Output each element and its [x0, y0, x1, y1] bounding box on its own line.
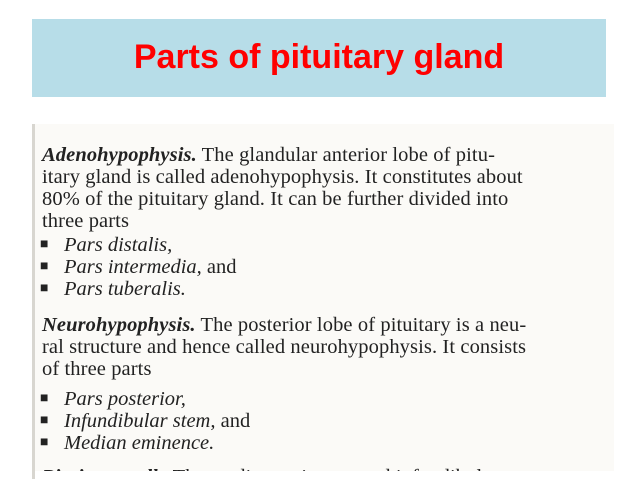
adeno-item-1-name: Pars distalis,	[64, 234, 173, 256]
neuro-line-1-text: The posterior lobe of pituitary is a neu-	[195, 314, 527, 336]
adeno-line-1-text: The glandular anterior lobe of pitu-	[196, 144, 496, 166]
adeno-line-4: three parts	[42, 210, 130, 232]
title-banner	[32, 19, 606, 97]
neuro-line-3: of three parts	[42, 358, 152, 380]
bullet-icon: ■	[40, 391, 49, 406]
adeno-item-3	[64, 278, 186, 300]
bullet-icon: ■	[40, 435, 49, 450]
page-title: Parts of pituitary gland	[133, 38, 505, 76]
neuro-term: Neurohypophysis.	[42, 314, 196, 336]
scanned-text-page	[32, 124, 614, 479]
neuro-item-1-name: Pars posterior,	[64, 388, 186, 410]
neuro-line-2: ral structure and hence called neurohypophysis. It consists	[42, 336, 527, 358]
adeno-item-1	[64, 234, 172, 256]
neuro-item-2-name: Infundibular stem,	[64, 410, 216, 432]
adeno-line-3: 80% of the pituitary gland. It can be further divided into	[42, 188, 509, 210]
bullet-icon: ■	[40, 259, 49, 274]
adeno-item-2	[64, 256, 237, 278]
neuro-item-3-name: Median eminence.	[64, 432, 215, 454]
bullet-icon: ■	[40, 281, 49, 296]
bullet-icon: ■	[40, 237, 49, 252]
neuro-item-3	[64, 432, 214, 454]
adeno-item-3-name: Pars tuberalis.	[64, 278, 186, 300]
neuro-item-2	[64, 410, 250, 432]
neuro-item-1	[64, 388, 186, 410]
adeno-item-2-suffix: and	[201, 256, 237, 278]
neuro-line-1	[42, 314, 526, 336]
scan-bottom-crop	[32, 471, 614, 479]
adeno-item-2-name: Pars intermedia,	[64, 256, 202, 278]
adeno-term: Adenohypophysis.	[42, 144, 197, 166]
adeno-line-1	[42, 144, 495, 166]
adeno-line-2: itary gland is called adenohypophysis. It constitutes about	[42, 166, 523, 188]
scan-left-edge	[32, 124, 35, 479]
bullet-icon: ■	[40, 413, 49, 428]
neuro-item-2-suffix: and	[215, 410, 251, 432]
